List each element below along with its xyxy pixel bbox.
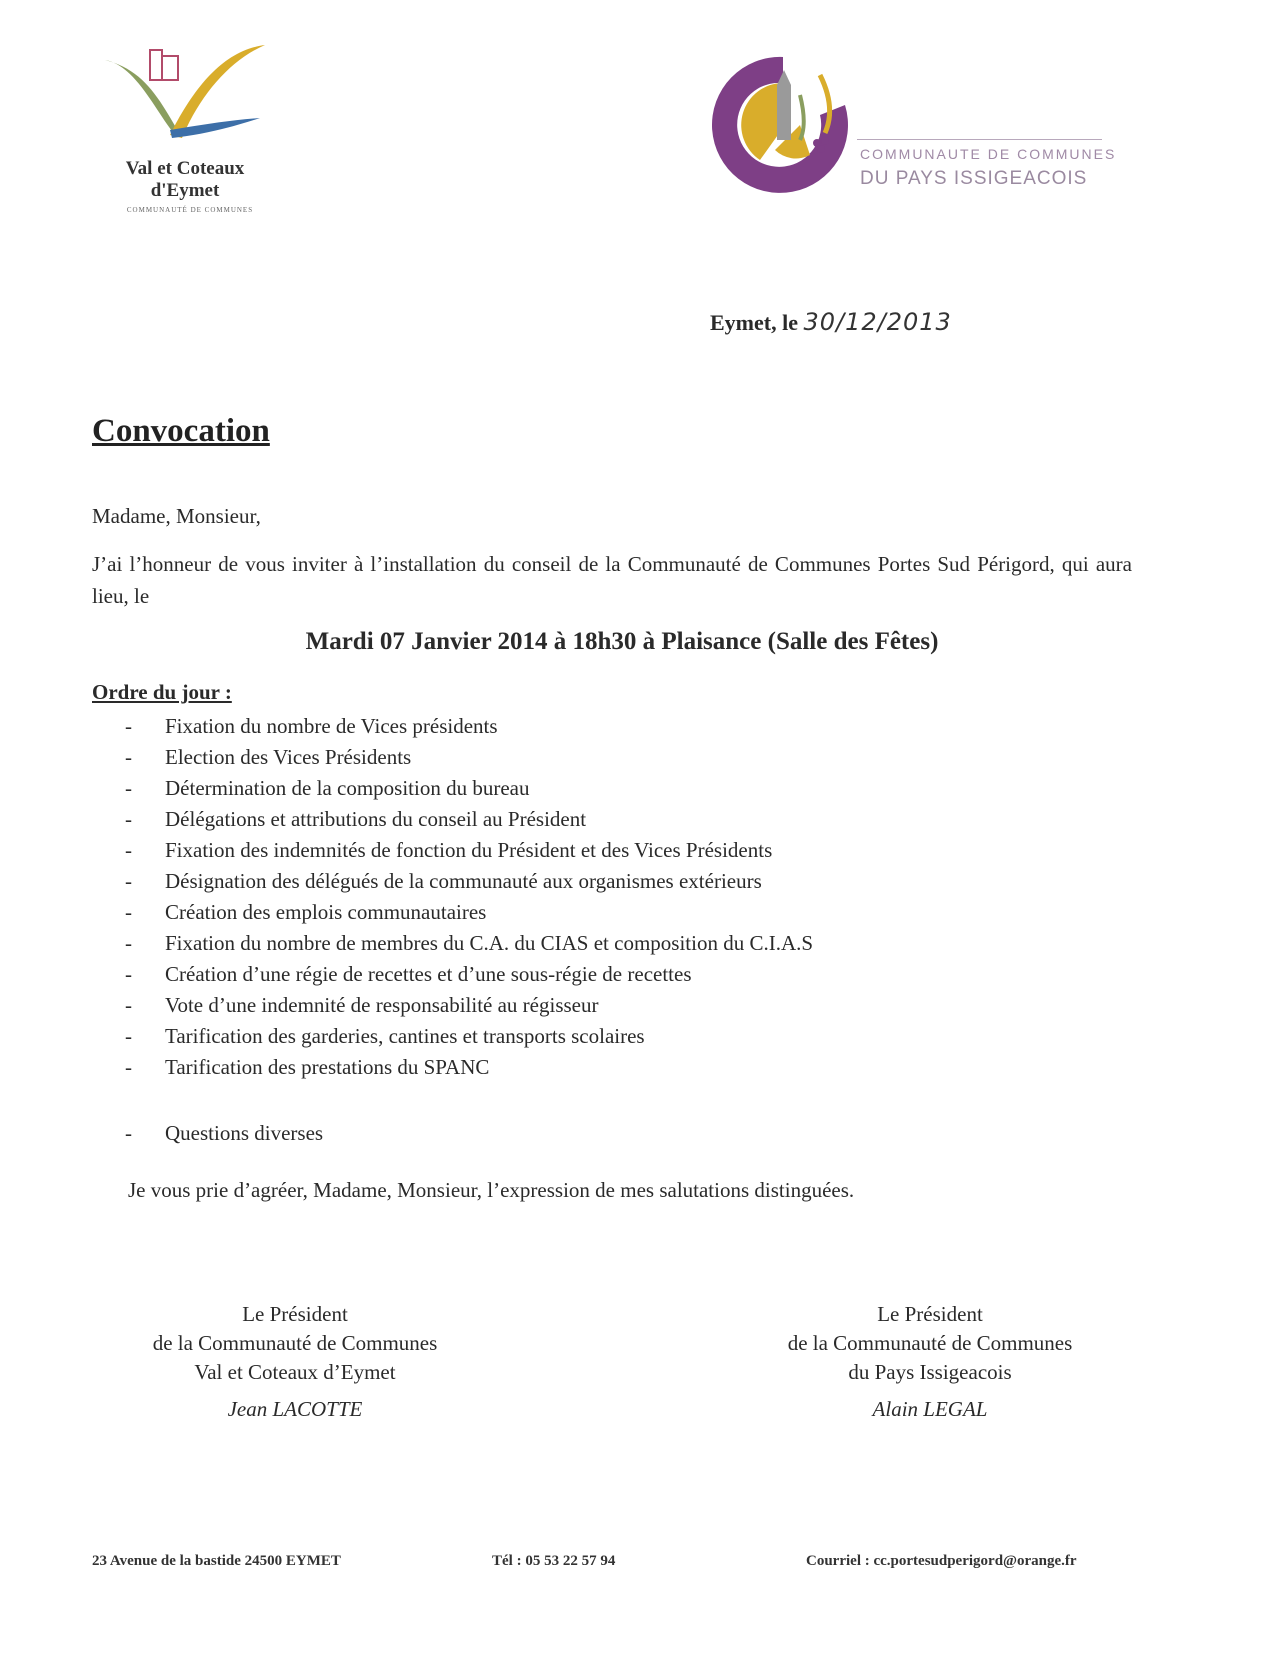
- agenda-item: - Création d’une régie de recettes et d’une sous-régie de recettes: [125, 962, 692, 986]
- date-handwritten: 30/12/2013: [803, 308, 952, 336]
- agenda-item: - Fixation des indemnités de fonction du Président et des Vices Présidents: [125, 838, 773, 862]
- footer-address: 23 Avenue de la bastide 24500 EYMET: [92, 1553, 341, 1569]
- logo-left-name-1: Val et Coteaux: [125, 158, 245, 179]
- logo-left-tagline: COMMUNAUTÉ DE COMMUNES: [126, 206, 254, 214]
- sig-left-name: Jean LACOTTE: [227, 1397, 363, 1421]
- closing-formula: Je vous prie d’agréer, Madame, Monsieur, l’expression de mes salutations distinguées.: [128, 1178, 855, 1202]
- agenda-item-questions: - Questions diverses: [125, 1121, 324, 1145]
- agenda-item: - Fixation du nombre de Vices présidents: [125, 714, 498, 738]
- sig-right-line2: de la Communauté de Communes: [787, 1331, 1073, 1355]
- sig-left-line1: Le Président: [242, 1302, 348, 1326]
- agenda-item: - Désignation des délégués de la communauté aux organismes extérieurs: [125, 869, 762, 893]
- sig-left-line2: de la Communauté de Communes: [152, 1331, 438, 1355]
- agenda-item: - Vote d’une indemnité de responsabilité au régisseur: [125, 993, 599, 1017]
- date-line: [710, 308, 952, 336]
- document-title: Convocation: [92, 413, 270, 449]
- signature-right: [740, 1300, 1120, 1424]
- logo-val-et-coteaux: [100, 40, 280, 220]
- logo-left-name-2: d'Eymet: [150, 180, 220, 201]
- agenda-list: [125, 711, 813, 1083]
- sig-right-line1: Le Président: [877, 1302, 983, 1326]
- agenda-title: Ordre du jour :: [92, 680, 232, 704]
- logo-pays-issigeacois: [705, 45, 1125, 205]
- signature-left: [100, 1300, 490, 1424]
- logo-right-line1: COMMUNAUTE DE COMMUNES: [860, 146, 1117, 162]
- val-coteaux-emblem-icon: [100, 40, 270, 150]
- logo-right-line2: DU PAYS ISSIGEACOIS: [860, 168, 1088, 189]
- issigeacois-emblem-icon: [705, 45, 865, 205]
- agenda-item: - Election des Vices Présidents: [125, 745, 412, 769]
- sig-right-name: Alain LEGAL: [872, 1397, 988, 1421]
- date-prefix: Eymet, le: [710, 310, 798, 335]
- agenda-item: - Création des emplois communautaires: [125, 900, 487, 924]
- meeting-details: Mardi 07 Janvier 2014 à 18h30 à Plaisance (Salle des Fêtes): [305, 628, 939, 655]
- sig-left-line3: Val et Coteaux d’Eymet: [194, 1360, 396, 1384]
- logo-right-rule: [857, 139, 1102, 140]
- footer-phone: Tél : 05 53 22 57 94: [492, 1553, 616, 1569]
- salutation: Madame, Monsieur,: [92, 504, 261, 528]
- agenda-item: - Délégations et attributions du conseil au Président: [125, 807, 587, 831]
- intro-paragraph: J’ai l’honneur de vous inviter à l’installation du conseil de la Communauté de Communes Portes Sud Périgord, qui aura lieu, le: [92, 552, 1132, 608]
- agenda-item: - Détermination de la composition du bureau: [125, 776, 530, 800]
- sig-right-line3: du Pays Issigeacois: [848, 1360, 1012, 1384]
- footer-email: Courriel : cc.portesudperigord@orange.fr: [806, 1553, 1077, 1569]
- agenda-item: - Fixation du nombre de membres du C.A. du CIAS et composition du C.I.A.S: [125, 931, 814, 955]
- agenda-item: - Tarification des garderies, cantines et transports scolaires: [125, 1024, 645, 1048]
- agenda-item: - Tarification des prestations du SPANC: [125, 1055, 490, 1079]
